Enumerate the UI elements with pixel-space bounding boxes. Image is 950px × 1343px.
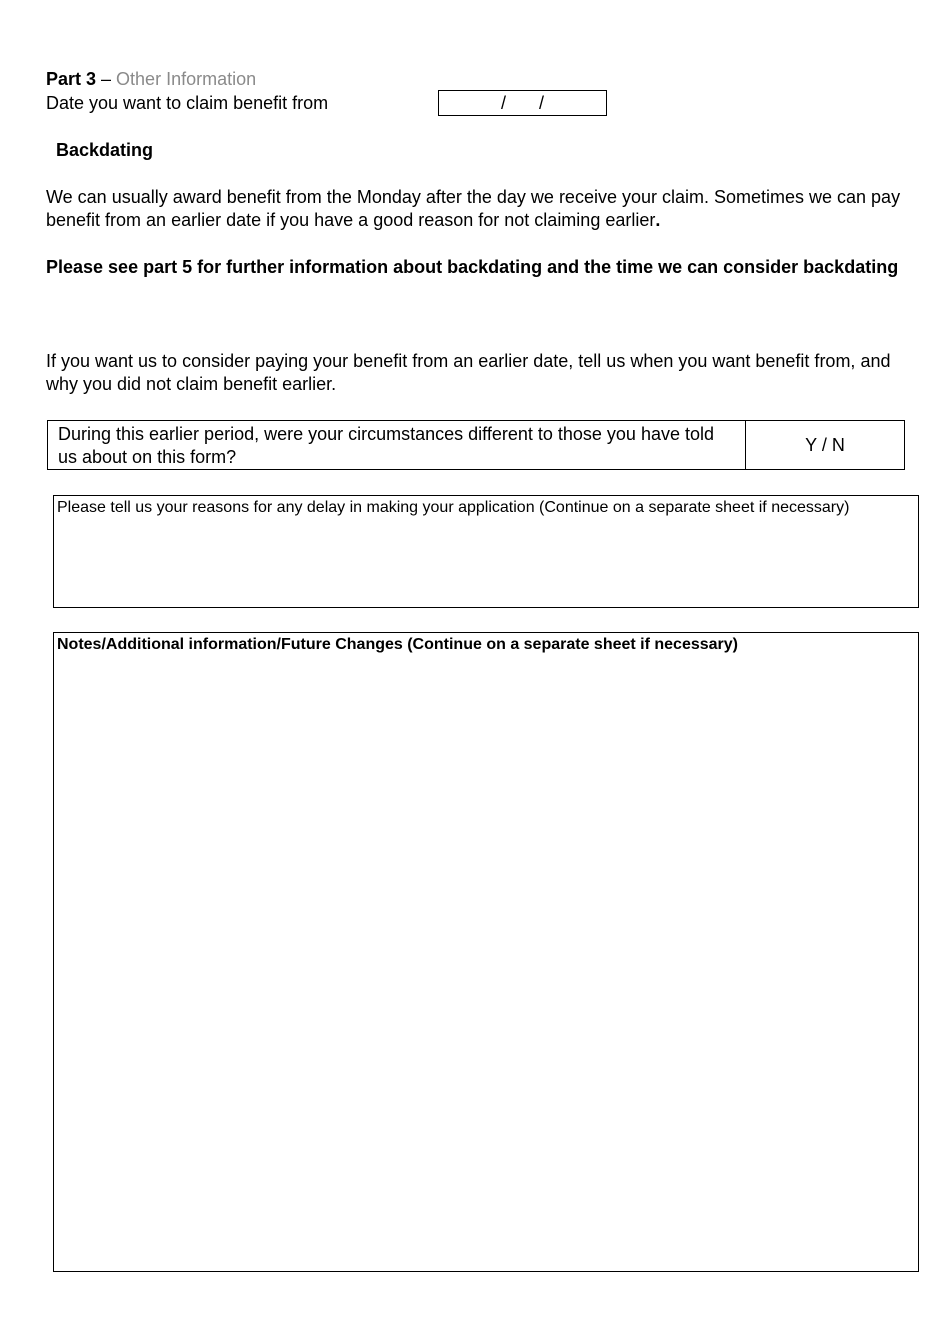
part-header — [46, 68, 256, 90]
circumstances-answer-field[interactable]: Y / N — [805, 434, 845, 455]
notes-label: Notes/Additional information/Future Changes (Continue on a separate sheet if necessary) — [57, 636, 738, 653]
claim-date-label: Date you want to claim benefit from — [46, 93, 329, 113]
circumstances-question-table — [47, 420, 905, 470]
consider-earlier-date-text: If you want us to consider paying your benefit from an earlier date, tell us when you want benefit from, and why you did not claim benefit earlier. — [46, 351, 891, 394]
claim-date-slash-2: / — [539, 93, 545, 113]
part-separator: – — [96, 69, 117, 89]
part-title: Other Information — [116, 69, 257, 89]
backdating-heading: Backdating — [56, 140, 154, 160]
see-part-5-note: Please see part 5 for further information about backdating and the time we can consider backdating — [46, 257, 899, 277]
backdating-intro-end: . — [655, 210, 661, 230]
claim-date-field[interactable] — [438, 90, 607, 116]
notes-field[interactable] — [53, 632, 919, 1272]
backdating-intro — [46, 186, 916, 232]
part-number: Part 3 — [46, 69, 97, 89]
delay-reasons-label: Please tell us your reasons for any delay in making your application (Continue on a separate sheet if necessary) — [57, 499, 850, 516]
claim-date-slash-1: / — [501, 93, 507, 113]
delay-reasons-field[interactable] — [53, 495, 919, 608]
circumstances-question: During this earlier period, were your circumstances different to those you have told us about on this form? — [48, 421, 746, 469]
backdating-intro-text: We can usually award benefit from the Monday after the day we receive your claim. Sometimes we can pay benefit from an earlier date if you have a good reason for not claiming earlier — [46, 187, 901, 230]
